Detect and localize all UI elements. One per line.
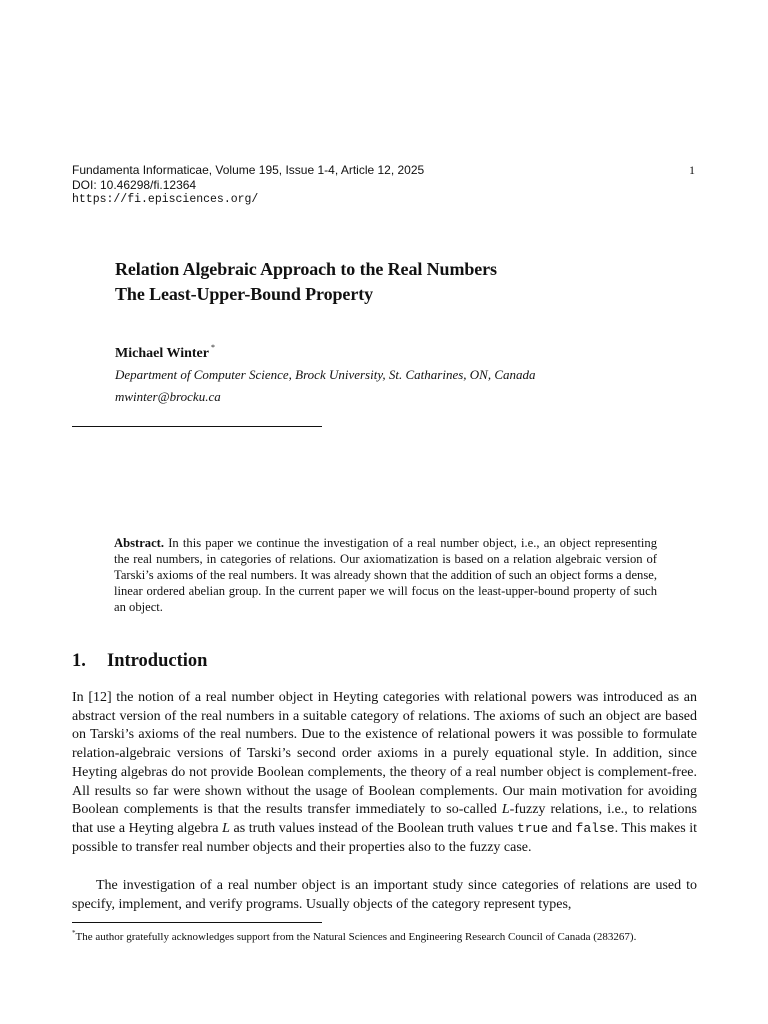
- intro-paragraph-2: The investigation of a real number object is an important study since categories of relations are used to specify, implement, and verify programs. Usually objects of the category represent types,: [72, 878, 697, 912]
- math-symbol: L: [501, 802, 510, 818]
- author-footnote-mark: *: [210, 343, 215, 352]
- paper-title-line-2: The Least-Upper-Bound Property: [115, 284, 374, 304]
- abstract: [114, 535, 657, 615]
- paragraph-text: In [12] the notion of a real number object in Heyting categories with relational powers was introduced as an abstract version of the real numbers in a suitable category of relations. The axioms of such an object are based on Tarski’s axioms of the real numbers. Due to the existence of relational powers it was possible to formulate relation-algebraic versions of Tarski’s second order axioms in a purely equational style. In addition, since Heyting algebras do not provide Boolean complements, the theory of a real number object is complement-free. All results so far were shown without the usage of Boolean complements. Our main motivation for avoiding Boolean complements is that the results transfer immediately to so-called: [72, 690, 697, 818]
- paragraph-text: -fuzzy relations, i.e., to relations that use a Heyting algebra: [72, 802, 697, 836]
- author-affiliation: Department of Computer Science, Brock University, St. Catharines, ON, Canada: [115, 367, 536, 382]
- math-symbol: L: [222, 820, 230, 836]
- section-title: Introduction: [107, 651, 208, 671]
- footnote-divider: [72, 922, 322, 923]
- abstract-label: Abstract.: [114, 536, 165, 550]
- abstract-text: In this paper we continue the investigation of a real number object, i.e., an object representing the real numbers, in categories of relations. Our axiomatization is based on a relation algebraic version of Tarski’s axioms of the real numbers. It was already shown that the addition of such an object forms a dense, linear ordered abelian group. In the current paper we will focus on the least-upper-bound property of such an object.: [114, 536, 657, 614]
- journal-citation: Fundamenta Informaticae, Volume 195, Issue 1-4, Article 12, 2025: [72, 163, 425, 177]
- code-false: false: [575, 820, 615, 836]
- journal-url[interactable]: https://fi.episciences.org/: [72, 193, 259, 206]
- intro-paragraph-1: [72, 689, 697, 857]
- section-number: 1.: [72, 651, 86, 671]
- doi: DOI: 10.46298/fi.12364: [72, 178, 197, 192]
- section-heading: [72, 651, 207, 672]
- header-divider: [72, 426, 322, 427]
- page-number: 1: [689, 163, 695, 177]
- paragraph-text: . This makes it possible to transfer real number objects and their properties also to the fuzzy case.: [72, 820, 698, 855]
- author-email[interactable]: mwinter@brocku.ca: [115, 389, 221, 404]
- author-block: [115, 343, 215, 362]
- paragraph-text: and: [548, 820, 576, 836]
- paper-title-line-1: Relation Algebraic Approach to the Real Numbers: [115, 259, 497, 279]
- paragraph-text: as truth values instead of the Boolean truth values: [229, 820, 517, 836]
- author-name: Michael Winter: [115, 346, 209, 361]
- footnote-mark: *: [72, 929, 76, 937]
- footnote: [72, 926, 697, 945]
- footnote-text: The author gratefully acknowledges support from the Natural Sciences and Engineering Research Council of Canada (283267).: [75, 931, 637, 943]
- code-true: true: [516, 820, 549, 836]
